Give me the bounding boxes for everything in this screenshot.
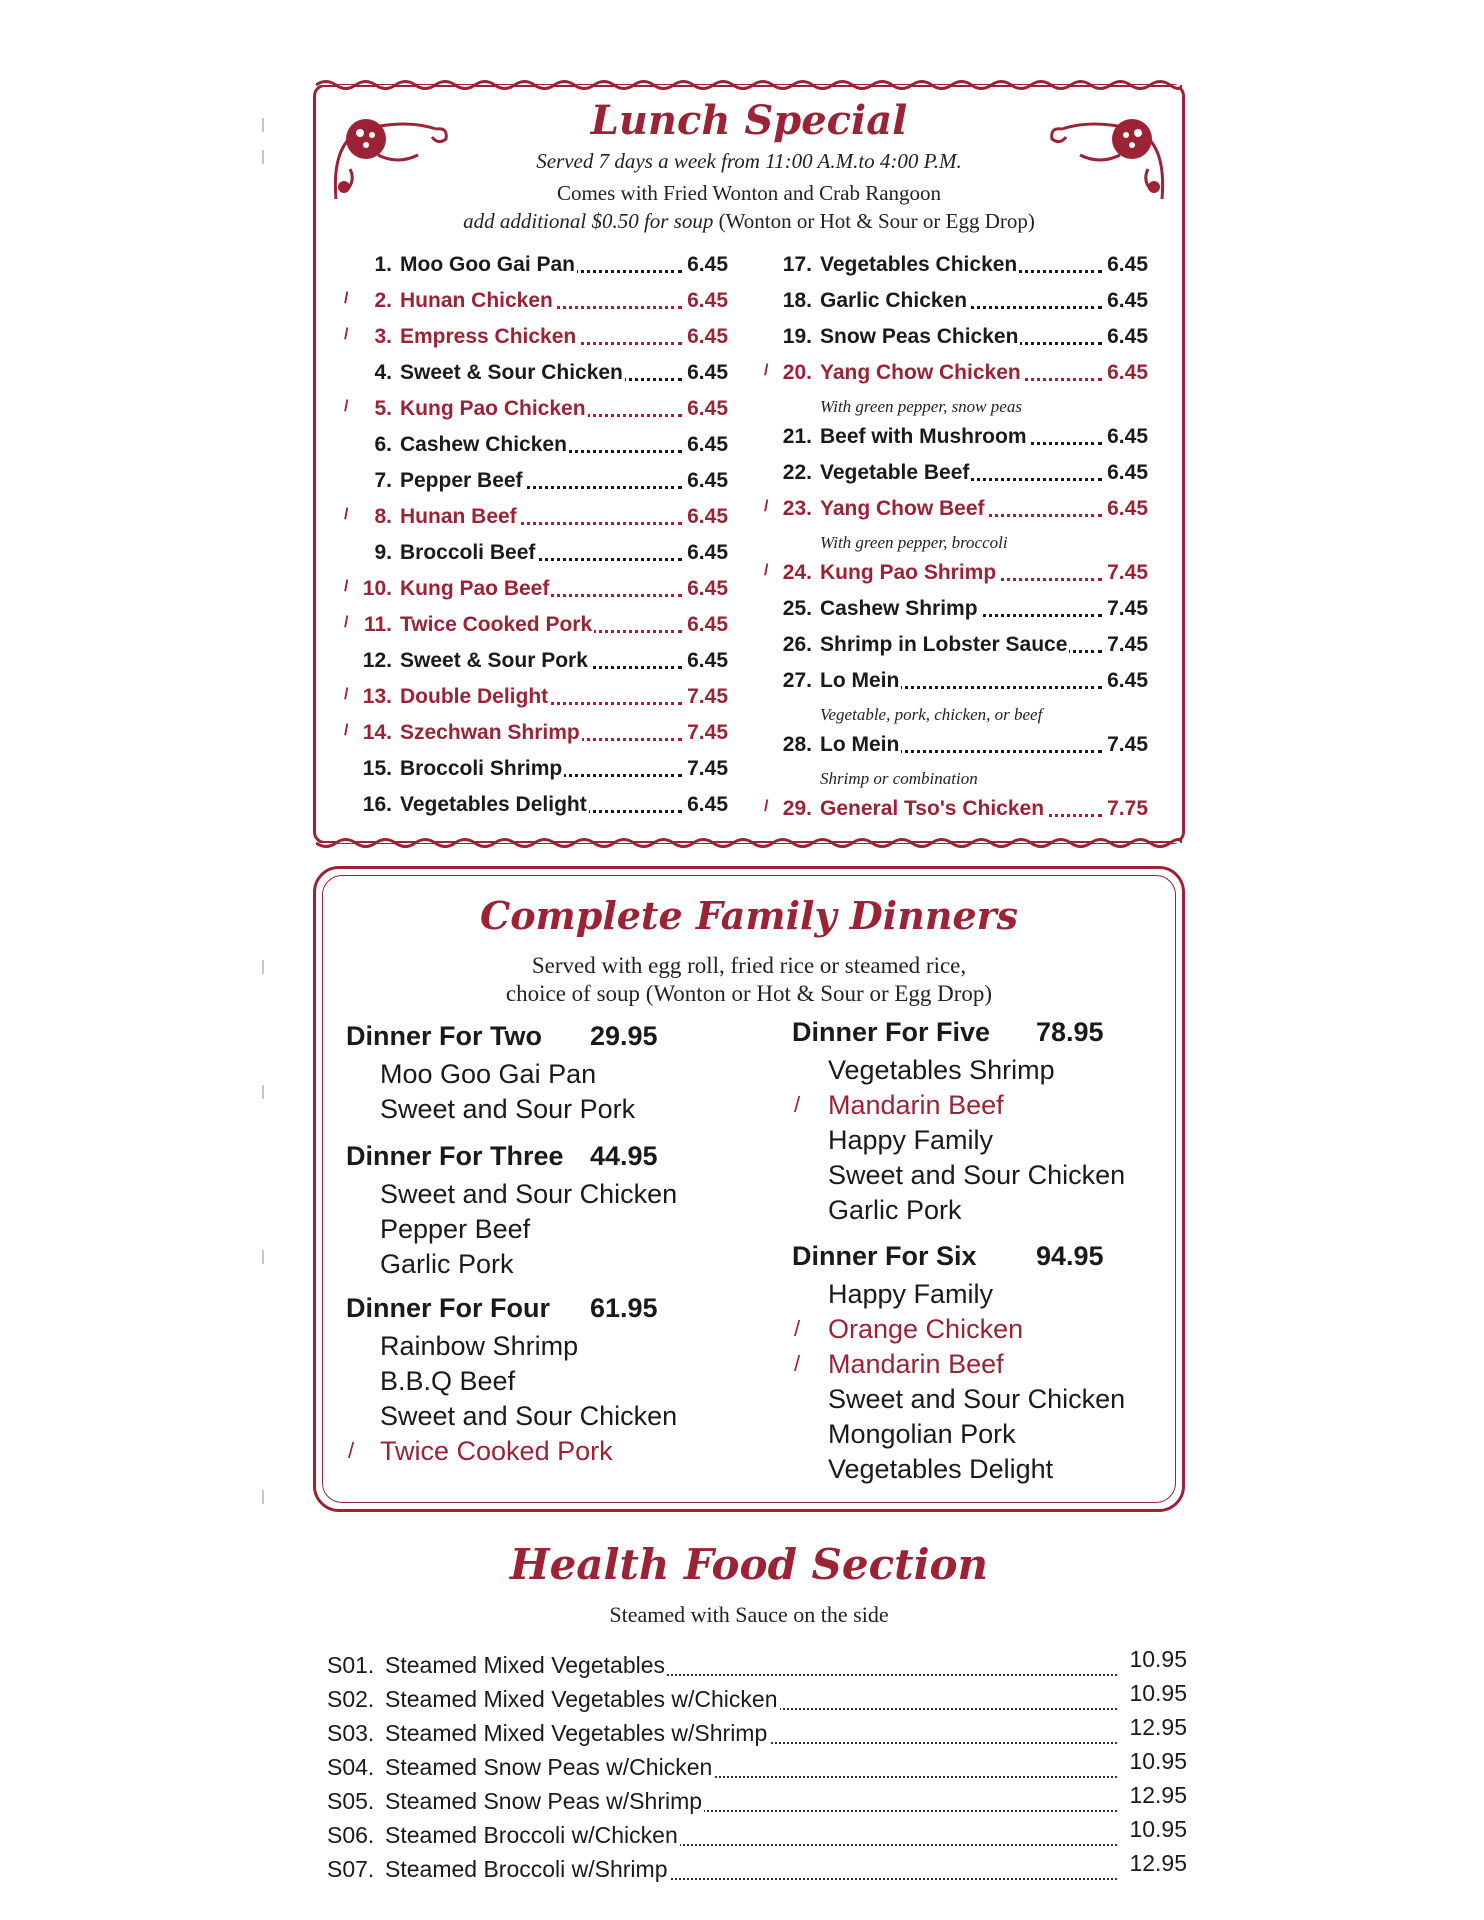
menu-item [764,491,1148,555]
family-dinner [792,1017,1172,1230]
item-note: Vegetable, pork, chicken, or beef [820,705,1043,724]
item-price: 10.95 [1129,1680,1187,1706]
item-name: General Tso's Chicken [820,797,1045,820]
item-price: 7.45 [1105,627,1148,663]
dish-name: Garlic Pork [380,1249,514,1279]
menu-item [764,355,1148,419]
item-number: 15. [362,757,392,780]
dish-name: Vegetables Shrimp [828,1055,1055,1085]
item-name: Kung Pao Beef [400,577,550,600]
dinner-name: Dinner For Five [792,1017,991,1047]
dinner-heading [346,1021,726,1059]
item-number: 8. [374,505,392,528]
menu-item [348,247,728,283]
chili-pepper-icon: / [344,506,349,523]
dish-name: Mandarin Beef [828,1090,1004,1120]
dinner-dish [792,1349,1172,1384]
item-number: 3. [374,325,392,348]
item-name: Sweet & Sour Pork [400,649,588,672]
item-name: Broccoli Shrimp [400,757,563,780]
item-name: Shrimp in Lobster Sauce [820,633,1068,656]
dinner-dish [792,1160,1172,1195]
item-price: 6.45 [1105,247,1148,283]
item-price: 6.45 [1105,283,1148,319]
health-food-title: Health Food Section [509,1540,989,1589]
item-number: 6. [374,433,392,456]
scan-mark [262,118,264,132]
item-name: Kung Pao Shrimp [820,561,997,584]
item-name: Broccoli Beef [400,541,536,564]
item-name: Vegetable Beef [820,461,970,484]
item-number: 20. [782,361,812,384]
item-number: 14. [362,721,392,744]
item-code: S07. [327,1856,375,1882]
menu-item [348,643,728,679]
item-price: 12.95 [1129,1714,1187,1740]
dinner-dish [346,1249,726,1284]
dish-name: Moo Goo Gai Pan [380,1059,597,1089]
item-note: Shrimp or combination [820,769,978,788]
dinner-dish [346,1401,726,1436]
item-name: Steamed Mixed Vegetables w/Shrimp [385,1720,768,1746]
dish-name: Sweet and Sour Chicken [380,1179,678,1209]
dish-name: Pepper Beef [380,1214,531,1244]
menu-item [768,455,1148,491]
item-price: 6.45 [685,463,728,499]
lunch-menu-right-column [764,247,1148,827]
item-name: Lo Mein [820,733,900,756]
dinner-dish [792,1195,1172,1230]
dinner-dish [346,1179,726,1214]
soup-add-text: add additional $0.50 for soup [463,209,714,233]
menu-item [768,591,1148,627]
chili-pepper-icon: / [344,614,349,631]
dish-name: Garlic Pork [828,1195,962,1225]
menu-item [764,791,1148,827]
dish-name: Sweet and Sour Chicken [828,1160,1126,1190]
item-price: 6.45 [1105,319,1148,355]
menu-item [764,555,1148,591]
item-name: Vegetables Chicken [820,253,1018,276]
item-note: With green pepper, snow peas [820,397,1022,416]
item-name: Steamed Broccoli w/Chicken [385,1822,678,1848]
item-name: Szechwan Shrimp [400,721,580,744]
item-number: 29. [782,797,812,820]
dinner-dish [346,1331,726,1366]
item-price: 6.45 [685,391,728,427]
chili-pepper-icon: / [764,498,769,515]
scan-mark [262,960,264,974]
item-name: Moo Goo Gai Pan [400,253,576,276]
lunch-menu-left-column [344,247,728,823]
dinner-price: 78.95 [1036,1017,1104,1047]
dinner-name: Dinner For Four [346,1293,550,1323]
scan-mark [262,1250,264,1264]
dinner-dish [346,1059,726,1094]
dinner-heading [792,1241,1172,1279]
item-price: 6.45 [685,427,728,463]
wavy-border-top [316,78,1182,92]
menu-item [348,427,728,463]
item-number: 17. [782,253,812,276]
item-code: S04. [327,1754,375,1780]
family-dinner [346,1293,726,1471]
menu-item [348,355,728,391]
item-name: Vegetables Delight [400,793,587,816]
item-number: 25. [782,597,812,620]
item-price: 7.45 [1105,591,1148,627]
item-name: Cashew Chicken [400,433,567,456]
dinner-heading [346,1293,726,1331]
dinner-price: 61.95 [590,1293,658,1323]
item-note: With green pepper, broccoli [820,533,1008,552]
item-number: 1. [374,253,392,276]
item-price: 7.45 [1105,727,1148,763]
lunch-hours: Served 7 days a week from 11:00 A.M.to 4:00 P.M. [536,149,962,173]
family-dinners-title: Complete Family Dinners [479,893,1019,938]
dinner-dish [792,1384,1172,1419]
item-price: 12.95 [1129,1782,1187,1808]
menu-item [344,499,728,535]
item-name: Hunan Chicken [400,289,553,312]
soup-options-text: (Wonton or Hot & Sour or Egg Drop) [718,209,1035,233]
item-number: 9. [374,541,392,564]
item-name: Double Delight [400,685,549,708]
item-number: 5. [374,397,392,420]
item-price: 6.45 [1105,663,1148,699]
item-name: Snow Peas Chicken [820,325,1019,348]
health-food-subtitle: Steamed with Sauce on the side [609,1602,889,1627]
chili-pepper-icon: / [794,1092,801,1117]
dish-name: Mandarin Beef [828,1349,1004,1379]
chili-pepper-icon: / [344,398,349,415]
item-number: 18. [782,289,812,312]
menu-item [768,247,1148,283]
dish-name: Orange Chicken [828,1314,1024,1344]
item-code: S05. [327,1788,375,1814]
item-name: Empress Chicken [400,325,577,348]
item-number: 7. [374,469,392,492]
item-number: 19. [782,325,812,348]
menu-item [348,463,728,499]
item-name: Garlic Chicken [820,289,968,312]
item-code: S02. [327,1686,375,1712]
item-number: 21. [782,425,812,448]
item-name: Pepper Beef [400,469,523,492]
dinner-dish [792,1090,1172,1125]
chili-pepper-icon: / [344,326,349,343]
item-number: 16. [362,793,392,816]
item-price: 7.45 [1105,555,1148,591]
item-price: 6.45 [1105,419,1148,455]
menu-item [768,727,1148,791]
dish-name: Twice Cooked Pork [380,1436,613,1466]
dish-name: Sweet and Sour Chicken [380,1401,678,1431]
item-price: 7.45 [685,715,728,751]
lunch-includes: Comes with Fried Wonton and Crab Rangoon [556,181,942,205]
chili-pepper-icon: / [348,1438,355,1463]
dinner-dish [792,1279,1172,1314]
menu-item [344,607,728,643]
dinner-price: 94.95 [1036,1241,1104,1271]
menu-item [768,283,1148,319]
item-name: Yang Chow Chicken [820,361,1021,384]
dinner-dish [792,1055,1172,1090]
dish-name: Sweet and Sour Pork [380,1094,636,1124]
health-menu-item [327,1748,1187,1788]
dinner-dish [346,1366,726,1401]
health-menu-item [327,1646,1187,1686]
chili-pepper-icon: / [344,686,349,703]
dinner-name: Dinner For Two [346,1021,542,1051]
dinner-dish [792,1454,1172,1489]
item-number: 24. [782,561,812,584]
dinner-dish [792,1125,1172,1160]
dinner-price: 29.95 [590,1021,658,1051]
item-name: Yang Chow Beef [820,497,985,520]
dinner-name: Dinner For Six [792,1241,977,1271]
item-price: 6.45 [685,787,728,823]
menu-item [344,391,728,427]
dinner-dish [346,1094,726,1129]
item-price: 10.95 [1129,1816,1187,1842]
item-number: 22. [782,461,812,484]
item-price: 6.45 [1105,355,1148,391]
item-number: 26. [782,633,812,656]
chili-pepper-icon: / [344,578,349,595]
menu-item [768,319,1148,355]
item-number: 23. [782,497,812,520]
item-number: 12. [362,649,392,672]
item-name: Kung Pao Chicken [400,397,586,420]
item-name: Steamed Broccoli w/Shrimp [385,1856,668,1882]
item-code: S06. [327,1822,375,1848]
dinner-dish [346,1436,726,1471]
item-name: Steamed Mixed Vegetables [385,1652,666,1678]
dish-name: Rainbow Shrimp [380,1331,579,1361]
menu-item [344,679,728,715]
dish-name: Happy Family [828,1279,994,1309]
health-food-section [313,1540,1185,1900]
item-price: 6.45 [1105,455,1148,491]
item-price: 12.95 [1129,1850,1187,1876]
chili-pepper-icon: / [344,290,349,307]
item-name: Lo Mein [820,669,900,692]
chili-pepper-icon: / [794,1351,801,1376]
family-dinners-served-line: Served with egg roll, fried rice or steamed rice, [531,953,967,978]
item-name: Steamed Snow Peas w/Shrimp [385,1788,703,1814]
item-price: 6.45 [685,607,728,643]
item-number: 10. [362,577,392,600]
family-dinners-soup-line: choice of soup (Wonton or Hot & Sour or Egg Drop) [505,981,993,1006]
item-price: 7.45 [685,679,728,715]
item-name: Beef with Mushroom [820,425,1027,448]
health-menu-item [327,1680,1187,1720]
item-name: Twice Cooked Pork [400,613,593,636]
dish-name: Sweet and Sour Chicken [828,1384,1126,1414]
menu-item [768,663,1148,727]
item-price: 6.45 [685,283,728,319]
menu-item [348,787,728,823]
health-menu-item [327,1782,1187,1822]
menu-item [768,419,1148,455]
item-price: 7.75 [1105,791,1148,827]
item-price: 6.45 [685,499,728,535]
item-code: S01. [327,1652,375,1678]
item-price: 6.45 [685,355,728,391]
item-number: 2. [374,289,392,312]
item-price: 6.45 [685,319,728,355]
scan-mark [262,150,264,164]
item-number: 13. [362,685,392,708]
family-dinner [792,1241,1172,1489]
menu-item [344,715,728,751]
dinner-dish [346,1214,726,1249]
chili-pepper-icon: / [764,562,769,579]
item-name: Cashew Shrimp [820,597,978,620]
item-code: S03. [327,1720,375,1746]
item-price: 6.45 [685,535,728,571]
chili-pepper-icon: / [764,362,769,379]
chili-pepper-icon: / [794,1316,801,1341]
dinner-dish [792,1314,1172,1349]
item-name: Steamed Mixed Vegetables w/Chicken [385,1686,778,1712]
dish-name: Mongolian Pork [828,1419,1016,1449]
item-price: 6.45 [685,247,728,283]
scan-mark [262,1085,264,1099]
menu-item [344,283,728,319]
chili-pepper-icon: / [344,722,349,739]
health-menu-item [327,1714,1187,1754]
dish-name: B.B.Q Beef [380,1366,516,1396]
item-price: 6.45 [685,571,728,607]
health-menu-item [327,1850,1187,1890]
dinner-heading [346,1141,726,1179]
item-number: 11. [363,613,392,636]
lunch-special-title: Lunch Special [590,97,908,144]
family-dinner [346,1021,726,1129]
dinner-name: Dinner For Three [346,1141,564,1171]
menu-item [768,627,1148,663]
item-price: 10.95 [1129,1646,1187,1672]
menu-item [344,571,728,607]
menu-item [348,751,728,787]
wavy-border-bottom [316,836,1182,850]
dish-name: Vegetables Delight [828,1454,1054,1484]
item-name: Hunan Beef [400,505,517,528]
dinner-dish [792,1419,1172,1454]
dinner-price: 44.95 [590,1141,658,1171]
dish-name: Happy Family [828,1125,994,1155]
menu-item [344,319,728,355]
family-dinner [346,1141,726,1284]
lunch-special-box [313,84,1185,844]
lunch-soup-note [316,209,1182,234]
item-price: 10.95 [1129,1748,1187,1774]
item-number: 28. [782,733,812,756]
health-menu-item [327,1816,1187,1856]
scan-mark [262,1490,264,1504]
dinner-heading [792,1017,1172,1055]
menu-item [348,535,728,571]
item-name: Sweet & Sour Chicken [400,361,623,384]
item-price: 6.45 [685,643,728,679]
item-number: 4. [374,361,392,384]
chili-pepper-icon: / [764,798,769,815]
family-dinners-box [313,866,1185,1512]
item-price: 7.45 [685,751,728,787]
item-price: 6.45 [1105,491,1148,527]
item-number: 27. [782,669,812,692]
item-name: Steamed Snow Peas w/Chicken [385,1754,713,1780]
